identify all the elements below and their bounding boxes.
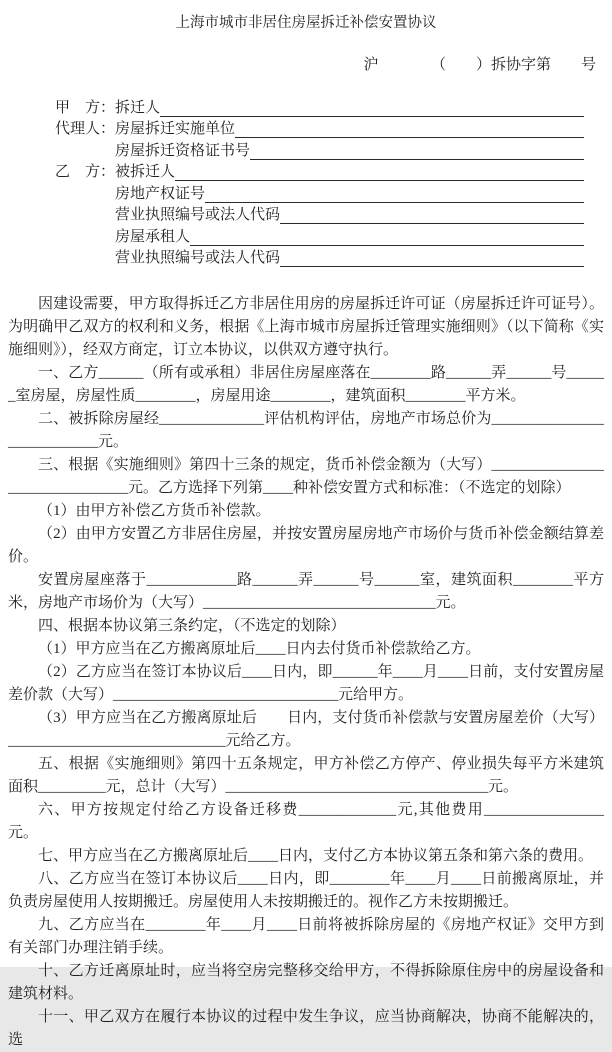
clause-6: 六、甲方按规定付给乙方设备迁移费_____________元,其他费用________________元。: [8, 802, 604, 841]
clause-8: 八、乙方应当在签订本协议后____日内，即________年____月____日前搬离原址，并负责房屋使用人按期搬迁。房屋使用人未按期搬迁的。视作乙方未按期搬迁。: [8, 871, 604, 910]
party-row-property-certificate: [55, 183, 584, 205]
party-row-yifang: [55, 162, 584, 184]
party-field-label: 房地产权证号: [115, 185, 206, 202]
clause-3-option-1: （1）由甲方补偿乙方货币补偿款。: [38, 503, 271, 519]
document-number: 沪 （ ）拆协字第 号: [363, 57, 596, 73]
clause-5: 五、根据《实施细则》第四十五条规定，甲方补偿乙方停产、停业损失每平方米建筑面积_________元，总计（大写）___________________________________元。: [8, 756, 604, 795]
clause-3: 三、根据《实施细则》第四十三条的规定，货币补偿金额为（大写）_______________________________元。乙方选择下列第____种补偿安置方式和标准：（不选定的划除）: [8, 457, 604, 496]
clause-9: 九、乙方应当在________年____月____日前将被拆除房屋的《房地产权证》交甲方到有关部门办理注销手续。: [8, 917, 604, 956]
party-fill-line: [160, 116, 584, 117]
party-label: 乙 方：: [55, 164, 116, 180]
party-fill-line: [250, 159, 584, 160]
party-field-label: 营业执照编号或法人代码: [115, 207, 281, 223]
clause-4-item-3: （3）甲方应当在乙方搬离原址后 日内，支付货币补偿款与安置房屋差价（大写）_____________________________元给乙方。: [8, 710, 604, 749]
party-row-agent-certificate: [55, 140, 584, 162]
clause-10: 十、乙方迁离原址时，应当将空房完整移交给甲方，不得拆除原住房中的房屋设备和建筑材料。: [8, 963, 604, 1002]
party-row-jiafang: [55, 97, 584, 119]
party-label: 甲 方：: [55, 99, 116, 116]
party-fill-line: [190, 245, 584, 246]
document-title: 上海市城市非居住房屋拆迁补偿安置协议: [175, 15, 437, 31]
clause-4-item-1: （1）甲方应当在乙方搬离原址后____日内去付货币补偿款给乙方。: [38, 641, 481, 657]
party-field-label: 房屋拆迁实施单位: [115, 121, 236, 137]
clause-4: 四、根据本协议第三条约定，（不选定的划除）: [38, 618, 346, 634]
party-fill-line: [205, 202, 584, 203]
party-field-label: 营业执照编号或法人代码: [115, 250, 281, 266]
agreement-body: [8, 293, 604, 1052]
party-label: 代理人：: [55, 121, 116, 137]
clause-2: 二、被拆除房屋经______________评估机构评估，房地产市场总价为___________________________元。: [8, 411, 604, 450]
clause-3-resettlement-detail: 安置房屋座落于____________路______弄______号______室，建筑面积________平方米，房地产市场价为（大写）_______________________________元。: [8, 572, 604, 611]
party-field-label: 房屋承租人: [115, 228, 191, 245]
party-row-business-license-1: [55, 205, 584, 227]
clause-3-option-2: （2）由甲方安置乙方非居住房屋，并按安置房屋房地产市场价与货币补偿金额结算差价。: [8, 526, 604, 565]
clause-4-item-2: （2）乙方应当在签订本协议后____日内，即______年____月____日前，支付安置房屋差价款（大写）______________________________元给甲方。: [8, 664, 604, 703]
party-fill-line: [175, 180, 584, 181]
party-fill-line: [235, 137, 584, 138]
parties-section: [55, 97, 584, 269]
party-field-label: 被拆迁人: [115, 164, 176, 180]
party-row-tenant: [55, 226, 584, 248]
party-fill-line: [280, 223, 584, 224]
party-fill-line: [280, 266, 584, 267]
party-row-business-license-2: [55, 248, 584, 270]
party-field-label: 拆迁人: [115, 99, 161, 116]
intro-paragraph: 因建设需要，甲方取得拆迁乙方非居住用房的房屋拆迁许可证（房屋拆迁许可证号）。为明确甲乙双方的权利和义务，根据《上海市城市房屋拆迁管理实施细则》（以下简称《实施细则》），经双方商定，订立本协议，以供双方遵守执行。: [8, 296, 604, 358]
clause-1: 一、乙方______（所有或承租）非居住房屋座落在________路______弄______号______室房屋，房屋性质________，房屋用途________，建筑面积________平方米。: [8, 365, 604, 404]
clause-7: 七、甲方应当在乙方搬离原址后____日内，支付乙方本协议第五条和第六条的费用。: [38, 848, 594, 864]
clause-11: 十一、甲乙双方在履行本协议的过程中发生争议，应当协商解决，协商不能解决的，选: [8, 1009, 604, 1048]
party-row-agent: [55, 119, 584, 141]
party-field-label: 房屋拆迁资格证书号: [115, 142, 251, 159]
